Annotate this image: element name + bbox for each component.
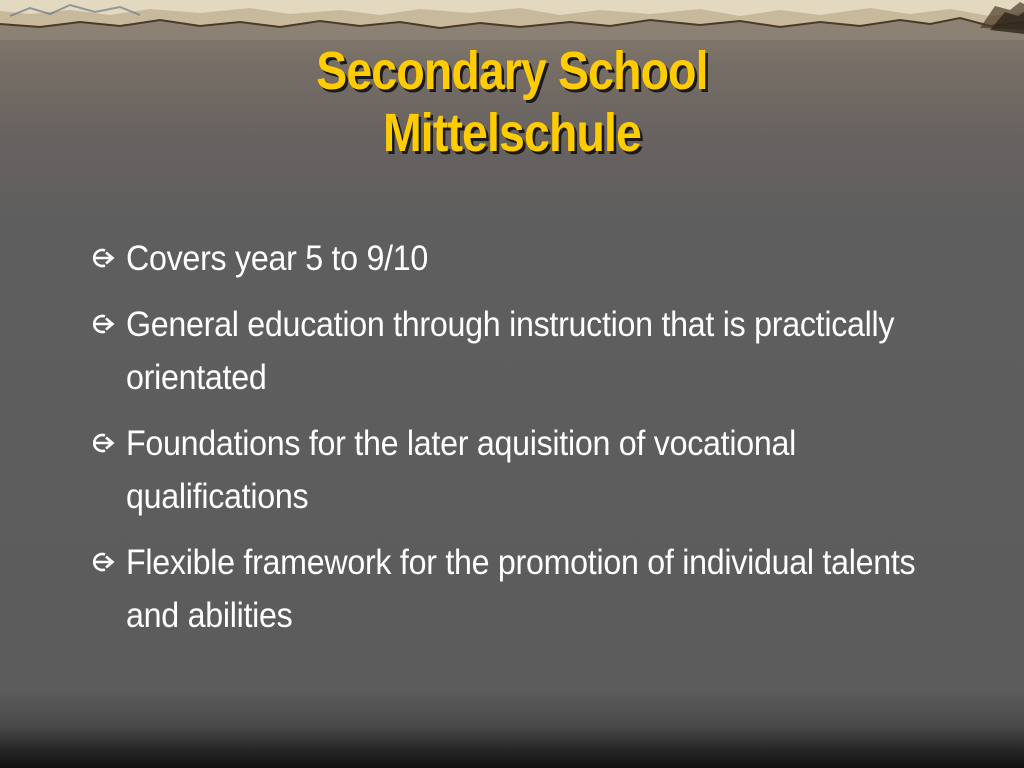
title-line-1: Secondary School (316, 41, 708, 101)
bullet-text: Flexible framework for the promotion of individual talents and abilities (126, 543, 916, 635)
circled-arrow-right-icon (88, 550, 116, 574)
bullet-text: Foundations for the later aquisition of vocational qualifications (126, 424, 796, 516)
title-line-2: Mittelschule (382, 103, 642, 163)
circled-arrow-right-icon (88, 312, 116, 336)
bullet-item (88, 536, 938, 642)
slide-title (72, 40, 953, 164)
bullet-item (88, 417, 938, 523)
bullet-text: Covers year 5 to 9/10 (126, 239, 429, 278)
circled-arrow-right-icon (88, 246, 116, 270)
bullet-text: General education through instruction that is practically orientated (126, 305, 895, 397)
bullet-item (88, 298, 938, 404)
bullet-list (88, 232, 938, 655)
bullet-item (88, 232, 938, 285)
circled-arrow-right-icon (88, 431, 116, 455)
decorative-landscape-banner (0, 0, 1024, 40)
